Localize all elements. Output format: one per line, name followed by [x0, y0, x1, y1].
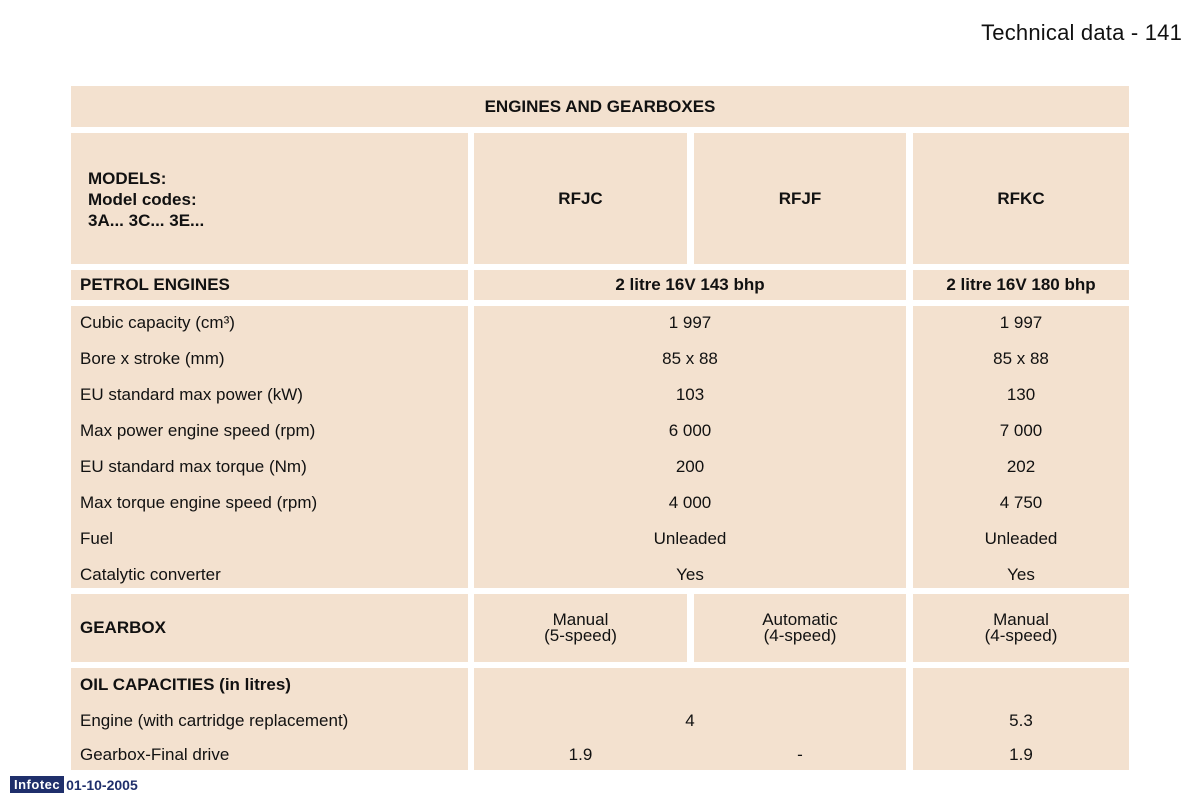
- spec-value-1: 200: [675, 457, 705, 476]
- spec-value-1: 103: [675, 385, 705, 404]
- model-code-prefixes: 3A... 3C... 3E...: [88, 211, 205, 230]
- spec-label: EU standard max power (kW): [80, 385, 303, 404]
- spec-label: Bore x stroke (mm): [80, 349, 225, 368]
- gearbox-label: GEARBOX: [71, 594, 468, 662]
- footer-date: 01-10-2005: [66, 776, 138, 793]
- spec-label: Max torque engine speed (rpm): [80, 493, 318, 512]
- models-heading: MODELS:: [88, 169, 167, 188]
- petrol-variant-180: 2 litre 16V 180 bhp: [913, 270, 1129, 300]
- petrol-variant-143: 2 litre 16V 143 bhp: [474, 270, 906, 300]
- spec-value-1: 6 000: [668, 421, 712, 440]
- footer: [10, 775, 138, 794]
- spec-value-2: 130: [1006, 385, 1036, 404]
- gearbox-value-2: [694, 594, 906, 662]
- oil-final-drive-label: Gearbox-Final drive: [80, 745, 230, 764]
- oil-engine-label: Engine (with cartridge replacement): [80, 711, 349, 730]
- spec-value-2: 4 750: [999, 493, 1043, 512]
- spec-value-1: Unleaded: [653, 529, 727, 548]
- spec-value-2: Yes: [1007, 565, 1035, 584]
- spec-label: Catalytic converter: [80, 565, 221, 584]
- spec-label: EU standard max torque (Nm): [80, 457, 307, 476]
- oil-final-drive-value-1: 1.9: [568, 745, 593, 764]
- models-label: [88, 168, 204, 231]
- model-code-rfjf: RFJF: [694, 133, 906, 264]
- oil-final-drive-value-2: -: [797, 745, 803, 764]
- spec-value-1: 1 997: [668, 313, 712, 332]
- spec-value-2: Unleaded: [984, 529, 1058, 548]
- infotec-logo: Infotec: [10, 776, 64, 793]
- gearbox-value-1: [474, 594, 687, 662]
- petrol-engines-label: PETROL ENGINES: [71, 270, 468, 300]
- gearbox-type: Automatic: [762, 610, 838, 629]
- oil-engine-value-1: 4: [685, 711, 695, 730]
- spec-label: Max power engine speed (rpm): [80, 421, 316, 440]
- model-code-rfjc: RFJC: [474, 133, 687, 264]
- spec-value-1: Yes: [676, 565, 704, 584]
- spec-label: Fuel: [80, 529, 114, 548]
- gearbox-type: Manual: [552, 610, 609, 629]
- gearbox-value-3: [913, 594, 1129, 662]
- spec-value-1: 85 x 88: [662, 349, 718, 368]
- gearbox-speeds: (4-speed): [984, 626, 1058, 645]
- spec-value-1: 4 000: [668, 493, 712, 512]
- gearbox-type: Manual: [993, 610, 1049, 629]
- spec-label: Cubic capacity (cm³): [80, 313, 235, 332]
- spec-value-2: 85 x 88: [993, 349, 1049, 368]
- model-codes-heading: Model codes:: [88, 190, 197, 209]
- spec-value-2: 1 997: [999, 313, 1043, 332]
- table-title: ENGINES AND GEARBOXES: [71, 86, 1129, 127]
- oil-engine-value-2: 5.3: [1009, 711, 1033, 730]
- gearbox-speeds: (5-speed): [544, 626, 617, 645]
- model-code-rfkc: RFKC: [913, 133, 1129, 264]
- oil-final-drive-value-3: 1.9: [1009, 745, 1033, 764]
- spec-value-2: 7 000: [999, 421, 1043, 440]
- oil-capacities-label: OIL CAPACITIES (in litres): [80, 675, 291, 694]
- page-title: Technical data - 141: [981, 20, 1182, 45]
- spec-value-2: 202: [1006, 457, 1036, 476]
- gearbox-speeds: (4-speed): [763, 626, 837, 645]
